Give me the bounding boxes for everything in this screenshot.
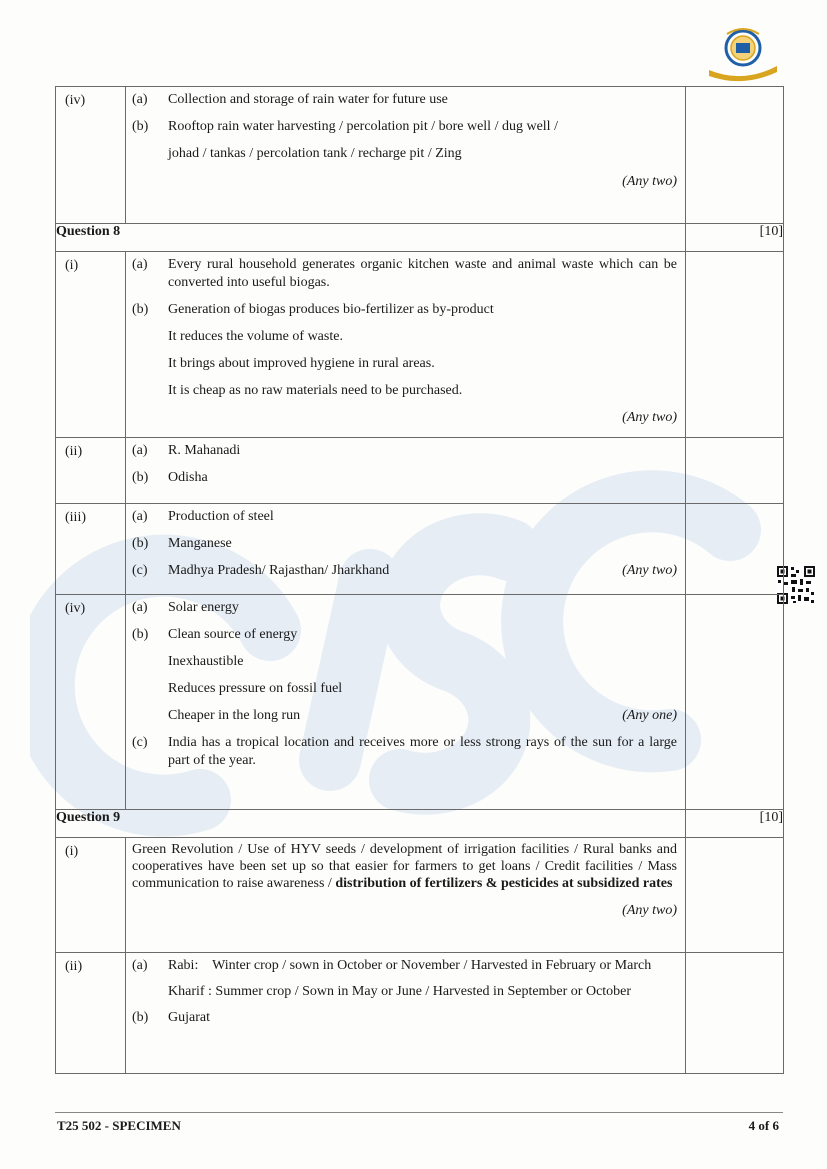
sub-label: (c) xyxy=(132,735,148,750)
footer-divider xyxy=(55,1112,783,1113)
sub-label: (a) xyxy=(132,257,148,272)
answer-text: Collection and storage of rain water for future use xyxy=(168,92,448,107)
choice-note: (Any two) xyxy=(622,174,677,189)
sub-label: (a) xyxy=(132,92,148,107)
sub-label: (b) xyxy=(132,302,149,317)
part-number: (iv) xyxy=(65,93,86,108)
part-number: (i) xyxy=(65,258,79,273)
part-number: (iv) xyxy=(65,601,86,616)
answer-row xyxy=(56,838,784,953)
answer-text: It reduces the volume of waste. xyxy=(168,329,343,344)
marking-scheme-table xyxy=(55,86,784,1074)
answer-row xyxy=(56,252,784,438)
council-logo xyxy=(703,26,783,82)
paper-code: T25 502 - SPECIMEN xyxy=(57,1118,181,1133)
answer-row xyxy=(56,504,784,595)
question-header xyxy=(56,810,784,838)
sub-label: (b) xyxy=(132,536,149,551)
answer-text: Inexhaustible xyxy=(168,654,244,669)
answer-text: It brings about improved hygiene in rural areas. xyxy=(168,356,435,371)
question-title: Question 9 xyxy=(56,810,686,838)
part-number: (i) xyxy=(65,844,79,859)
question-marks: [10] xyxy=(686,224,784,252)
part-number: (ii) xyxy=(65,444,83,459)
answer-text: India has a tropical location and receives more or less strong rays of the sun for a large part of the year. xyxy=(168,735,677,768)
answer-text-bold: distribution of fertilizers & pesticides xyxy=(335,876,559,891)
answer-text: Kharif : Summer crop / Sown in May or June / Harvested in September or October xyxy=(168,984,632,999)
page-footer xyxy=(57,1118,779,1134)
answer-text: Production of steel xyxy=(168,509,274,524)
answer-text: Reduces pressure on fossil fuel xyxy=(168,681,343,696)
part-number: (ii) xyxy=(65,959,83,974)
answer-text: R. Mahanadi xyxy=(168,443,241,458)
answer-text: johad / tankas / percolation tank / recharge pit / Zing xyxy=(168,146,462,161)
answer-text-bold: at subsidized rates xyxy=(562,876,673,891)
question-title: Question 8 xyxy=(56,224,686,252)
answer-text: Gujarat xyxy=(168,1010,210,1025)
sub-label: (a) xyxy=(132,509,148,524)
part-number: (iii) xyxy=(65,510,86,525)
answer-text: Green Revolution / Use of HYV seeds / development of irrigation facilities / Rural banks and cooperatives have been set up so that easier for farmers to get loans / Credit facilities / Mass communication to raise awareness / xyxy=(132,842,677,891)
answer-text: Cheaper in the long run xyxy=(168,708,301,723)
answer-row xyxy=(56,953,784,1074)
sub-label: (a) xyxy=(132,958,148,973)
answer-row xyxy=(56,595,784,810)
answer-text: Madhya Pradesh/ Rajasthan/ Jharkhand xyxy=(168,563,390,578)
sub-label: (b) xyxy=(132,627,149,642)
answer-text: Solar energy xyxy=(168,600,239,615)
answer-text: Every rural household generates organic kitchen waste and animal waste which can be converted into useful biogas. xyxy=(168,257,677,290)
sub-label: (b) xyxy=(132,1010,149,1025)
answer-text: Rabi: Winter crop / sown in October or November / Harvested in February or March xyxy=(168,958,652,973)
answer-text: Rooftop rain water harvesting / percolation pit / bore well / dug well / xyxy=(168,119,558,134)
answer-text: Manganese xyxy=(168,536,232,551)
choice-note: (Any one) xyxy=(622,708,677,723)
sub-label: (a) xyxy=(132,600,148,615)
sub-label: (c) xyxy=(132,563,148,578)
answer-text: It is cheap as no raw materials need to be purchased. xyxy=(168,383,463,398)
answer-text: Clean source of energy xyxy=(168,627,298,642)
question-marks: [10] xyxy=(686,810,784,838)
choice-note: (Any two) xyxy=(622,903,677,918)
answer-row xyxy=(56,438,784,504)
choice-note: (Any two) xyxy=(622,563,677,578)
choice-note: (Any two) xyxy=(622,410,677,425)
page-number: 4 of 6 xyxy=(748,1118,779,1133)
answer-text: Generation of biogas produces bio-fertilizer as by-product xyxy=(168,302,494,317)
answer-row xyxy=(56,87,784,224)
sub-label: (b) xyxy=(132,119,149,134)
question-header xyxy=(56,224,784,252)
sub-label: (a) xyxy=(132,443,148,458)
answer-text: Odisha xyxy=(168,470,208,485)
sub-label: (b) xyxy=(132,470,149,485)
